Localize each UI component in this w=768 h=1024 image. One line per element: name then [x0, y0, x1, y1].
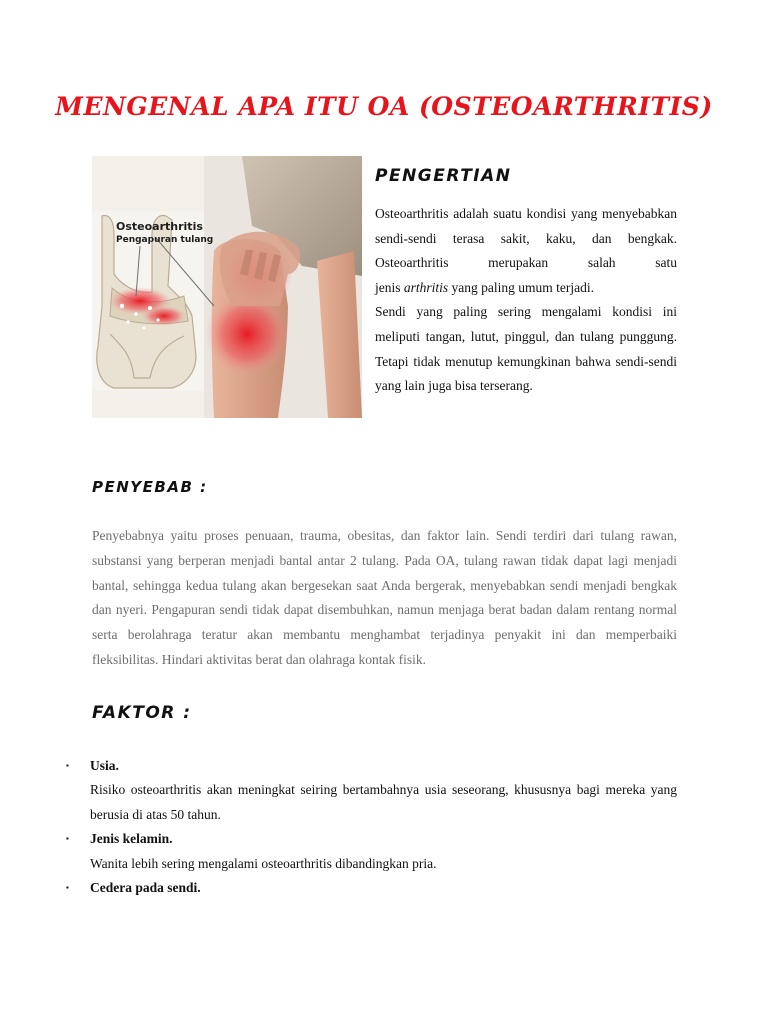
pengertian-text: [375, 202, 677, 399]
factor-title: Jenis kelamin.: [90, 831, 173, 847]
figure-label-main: Osteoarthritis: [116, 220, 203, 233]
penyebab-paragraph: Penyebabnya yaitu proses penuaan, trauma, obesitas, dan faktor lain. Sendi terdiri dari tulang rawan, substansi yang berperan menjadi bantal antar 2 tulang. Pada OA, tulang rawan tidak dapat lagi menjadi bantal, sehingga kedua tulang akan bergesekan saat Anda bergerak, menyebabkan sendi menjadi bengkak dan nyeri. Pengapuran sendi tidak dapat disembuhkan, namun menjaga berat badan dalam rentang normal serta berolahraga teratur akan membantu menghambat terjadinya penyakit ini dan memperbaiki fleksibilitas. Hindari aktivitas berat dan olahraga kontak fisik.: [92, 528, 677, 667]
pengertian-paragraph-2: Sendi yang paling sering mengalami kondisi ini meliputi tangan, lutut, pinggul, dan tulang punggung. Tetapi tidak menutup kemungkinan bahwa sendi-sendi yang lain juga bisa terserang.: [375, 304, 677, 394]
list-item: [64, 827, 677, 876]
page-title: MENGENAL APA ITU OA (OSTEOARTHRITIS): [55, 92, 713, 121]
bullet-icon: ▪: [66, 761, 69, 770]
bullet-icon: ▪: [66, 883, 69, 893]
pengertian-heading: PENGERTIAN: [375, 166, 512, 186]
faktor-heading: FAKTOR :: [92, 703, 192, 723]
penyebab-heading: PENYEBAB :: [92, 478, 208, 496]
jenis-word: jenis: [375, 279, 401, 295]
factor-description: Wanita lebih sering mengalami osteoarthritis dibandingkan pria.: [90, 855, 437, 871]
pengertian-paragraph-1-end: [375, 276, 677, 301]
osteoarthritis-knee-image: [92, 156, 362, 418]
list-item: [64, 754, 677, 827]
list-item: [64, 876, 677, 900]
factor-description: Risiko osteoarthritis akan meningkat seiring bertambahnya usia seseorang, khususnya bagi mereka yang berusia di atas 50 tahun.: [90, 782, 677, 822]
arthritis-term: arthritis: [403, 279, 449, 295]
factor-title: Cedera pada sendi.: [90, 880, 201, 896]
factor-list: [64, 754, 677, 900]
pengertian-paragraph-1: Osteoarthritis adalah suatu kondisi yang menyebabkan sendi-sendi terasa sakit, kaku, dan bengkak. Osteoarthritis merupakan salah satu: [375, 206, 677, 271]
figure-label-sub: Pengapuran tulang: [116, 235, 214, 245]
factor-title: Usia.: [90, 758, 119, 773]
bullet-icon: ▪: [66, 834, 69, 844]
pengertian-paragraph-1-tail: yang paling umum terjadi.: [451, 279, 594, 295]
